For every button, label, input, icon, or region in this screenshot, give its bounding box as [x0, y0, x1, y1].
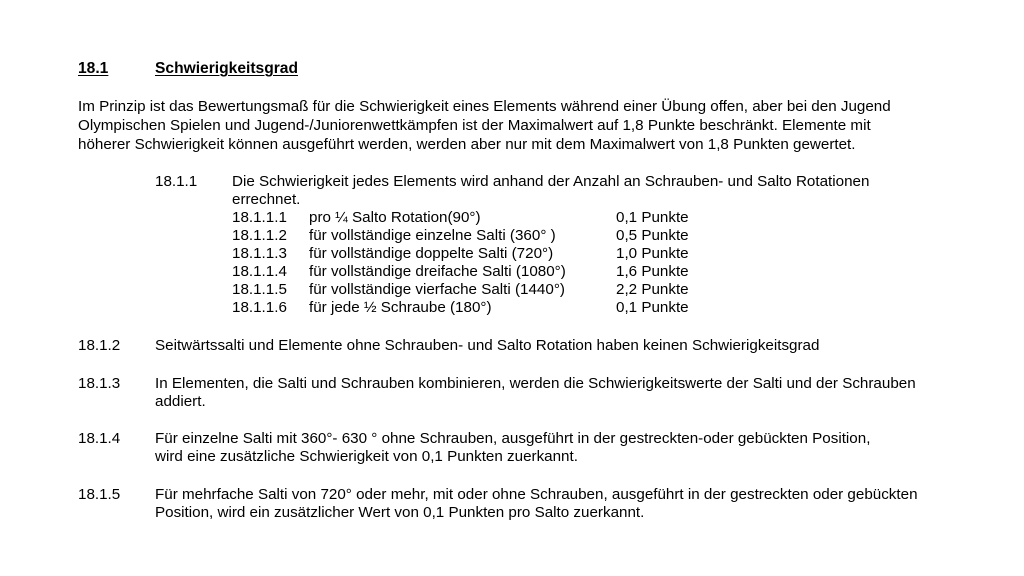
section-1813-number: 18.1.3 [78, 375, 121, 392]
section-1812-number: 18.1.2 [78, 337, 121, 354]
item-number: 18.1.1.1 [232, 209, 287, 226]
intro-line-1: Im Prinzip ist das Bewertungsmaß für die Schwierigkeit eines Elements während einer Übung offen, aber bei den Jugend [78, 98, 891, 115]
item-number: 18.1.1.4 [232, 263, 287, 280]
item-description: für vollständige einzelne Salti (360° ) [309, 227, 556, 244]
item-description: für vollständige vierfache Salti (1440°) [309, 281, 565, 298]
section-1811-line-2: errechnet. [232, 191, 301, 208]
section-1812-line-1: Seitwärtssalti und Elemente ohne Schrauben- und Salto Rotation haben keinen Schwierigkeitsgrad [155, 337, 820, 354]
item-points: 0,1 Punkte [616, 299, 689, 316]
item-number: 18.1.1.2 [232, 227, 287, 244]
section-1814-number: 18.1.4 [78, 430, 121, 447]
item-points: 0,1 Punkte [616, 209, 689, 226]
item-description: für jede ½ Schraube (180°) [309, 299, 492, 316]
item-points: 1,6 Punkte [616, 263, 689, 280]
item-points: 0,5 Punkte [616, 227, 689, 244]
item-points: 1,0 Punkte [616, 245, 689, 262]
section-1811-number: 18.1.1 [155, 173, 198, 190]
section-1815-number: 18.1.5 [78, 486, 121, 503]
item-description: pro ¼ Salto Rotation(90°) [309, 209, 481, 226]
item-description: für vollständige dreifache Salti (1080°) [309, 263, 566, 280]
heading-number: 18.1 [78, 60, 109, 77]
item-description: für vollständige doppelte Salti (720°) [309, 245, 554, 262]
section-1815-line-1: Für mehrfache Salti von 720° oder mehr, mit oder ohne Schrauben, ausgeführt in der gestreckten oder gebückten [155, 486, 918, 503]
item-points: 2,2 Punkte [616, 281, 689, 298]
heading-title: Schwierigkeitsgrad [155, 60, 298, 77]
intro-line-3: höherer Schwierigkeit können ausgeführt werden, werden aber nur mit dem Maximalwert von 1,8 Punkten gewertet. [78, 136, 856, 153]
item-number: 18.1.1.3 [232, 245, 287, 262]
item-number: 18.1.1.5 [232, 281, 287, 298]
section-1814-line-2: wird eine zusätzliche Schwierigkeit von 0,1 Punkten zuerkannt. [155, 448, 578, 465]
item-number: 18.1.1.6 [232, 299, 287, 316]
section-1813-line-1: In Elementen, die Salti und Schrauben kombinieren, werden die Schwierigkeitswerte der Salti und der Schrauben [155, 375, 916, 392]
section-1815-line-2: Position, wird ein zusätzlicher Wert von 0,1 Punkten pro Salto zuerkannt. [155, 504, 645, 521]
section-1814-line-1: Für einzelne Salti mit 360°- 630 ° ohne Schrauben, ausgeführt in der gestreckten-oder gebückten Position, [155, 430, 871, 447]
section-1813-line-2: addiert. [155, 393, 206, 410]
section-1811-line-1: Die Schwierigkeit jedes Elements wird anhand der Anzahl an Schrauben- und Salto Rotationen [232, 173, 870, 190]
intro-line-2: Olympischen Spielen und Jugend-/Juniorenwettkämpfen ist der Maximalwert auf 1,8 Punkte beschränkt. Elemente mit [78, 117, 871, 134]
